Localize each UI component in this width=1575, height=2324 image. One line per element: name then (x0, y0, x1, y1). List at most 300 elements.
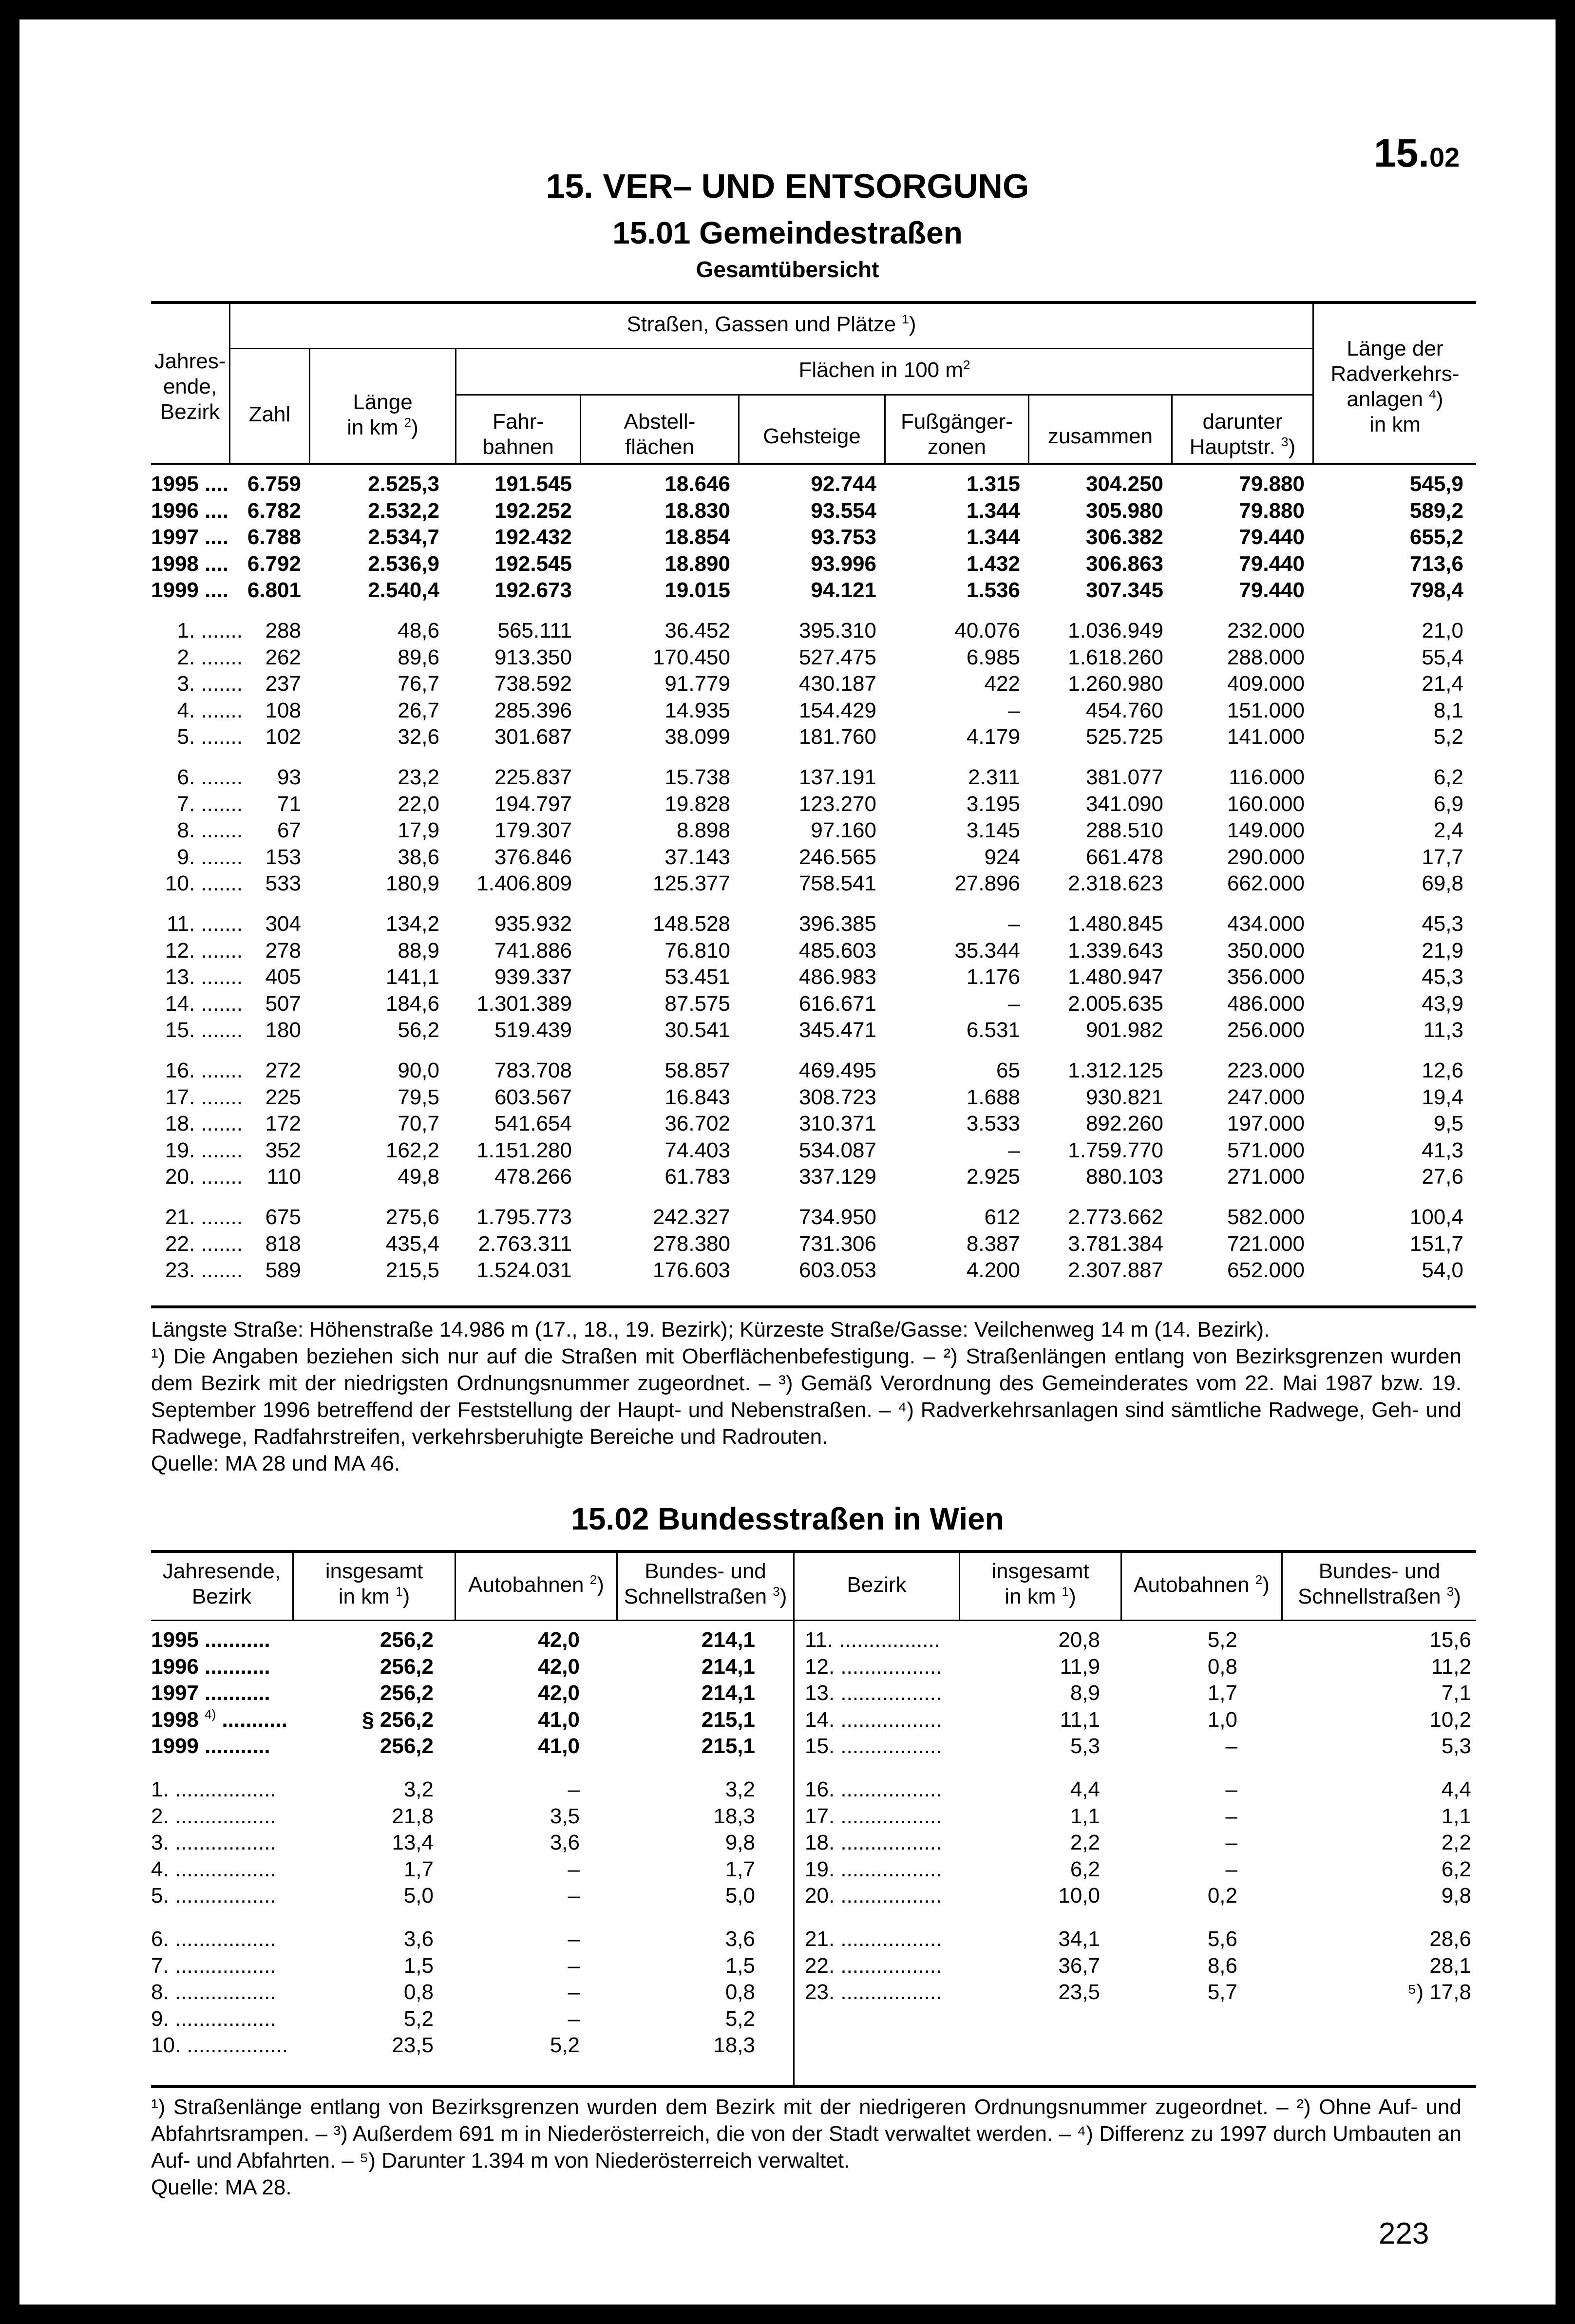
cell-abstellflaechen: 278.380 (652, 1231, 730, 1256)
cell-zahl: 304 (265, 912, 301, 936)
cell-gehsteige: 93.554 (811, 498, 876, 523)
cell-zahl: 153 (265, 845, 301, 869)
header-fussgaengerzonen: Fußgänger- zonen (901, 410, 1013, 459)
cell-gehsteige: 123.270 (798, 792, 876, 816)
row-label: 8. ....... (177, 818, 243, 843)
cell-radverkehr: 2,4 (1433, 818, 1463, 843)
cell-abstellflaechen: 8.898 (676, 818, 730, 843)
cell-fussgaengerzonen: – (1008, 912, 1020, 936)
row-label: 1998 $^{4)}$ ........... (151, 1706, 287, 1732)
district-row (19, 1883, 1556, 1909)
district-row (19, 1803, 1556, 1830)
cell-zahl: 533 (265, 871, 301, 896)
cell-darunter: 288.000 (1227, 645, 1305, 669)
cell-insgesamt: 36,7 (1058, 1953, 1100, 1978)
cell-laenge: 79,5 (398, 1085, 439, 1109)
row-label: 1995 ........... (151, 1628, 270, 1652)
cell-autobahnen: – (1225, 1831, 1237, 1855)
cell-darunter: 79.440 (1239, 578, 1305, 603)
cell-fussgaengerzonen: 65 (996, 1058, 1020, 1082)
cell-gehsteige: 310.371 (798, 1112, 876, 1136)
cell-gehsteige: 345.471 (798, 1018, 876, 1042)
cell-insgesamt: 4,4 (1070, 1777, 1100, 1801)
cell-autobahnen: – (568, 1953, 580, 1978)
cell-laenge: 2.532,2 (368, 498, 439, 523)
chapter-title: 15. VER– UND ENTSORGUNG (546, 167, 1029, 205)
cell-fussgaengerzonen: 6.985 (966, 645, 1020, 669)
cell-zusammen: 454.760 (1085, 698, 1163, 722)
cell-abstellflaechen: 14.935 (664, 698, 730, 722)
cell-fussgaengerzonen: 27.896 (954, 871, 1020, 896)
cell-radverkehr: 55,4 (1422, 645, 1463, 669)
cell-fahrbahnen: 192.252 (494, 498, 572, 523)
cell-autobahnen: – (568, 1857, 580, 1881)
cell-laenge: 89,6 (398, 645, 439, 669)
cell-fussgaengerzonen: 6.531 (966, 1018, 1020, 1042)
district-row (19, 1680, 1556, 1706)
district-row (19, 1204, 1556, 1230)
cell-gehsteige: 485.603 (798, 938, 876, 963)
cell-gehsteige: 154.429 (798, 698, 876, 722)
row-label: 12. ................. (805, 1654, 942, 1679)
cell-insgesamt: 2,2 (1070, 1831, 1100, 1855)
cell-bundes: 214,1 (701, 1681, 755, 1705)
cell-fahrbahnen: 1.301.389 (476, 991, 572, 1016)
district-row (19, 1830, 1556, 1856)
cell-darunter: 721.000 (1227, 1231, 1305, 1256)
cell-gehsteige: 337.129 (798, 1165, 876, 1189)
row-label: 13. ................. (805, 1681, 942, 1705)
cell-fahrbahnen: 783.708 (494, 1058, 572, 1082)
cell-fahrbahnen: 192.673 (494, 578, 572, 603)
row-label: 3. ................. (151, 1831, 276, 1855)
cell-fahrbahnen: 913.350 (494, 645, 572, 669)
cell-bundes: 18,3 (713, 1804, 755, 1828)
row-label: 19. ....... (165, 1138, 243, 1162)
cell-zahl: 278 (265, 938, 301, 963)
cell-gehsteige: 731.306 (798, 1231, 876, 1256)
cell-bundes: 214,1 (701, 1654, 755, 1679)
row-label: 8. ................. (151, 1980, 276, 2004)
cell-radverkehr: 100,4 (1409, 1205, 1463, 1229)
cell-zahl: 6.801 (247, 578, 301, 603)
cell-abstellflaechen: 16.843 (664, 1085, 730, 1109)
cell-abstellflaechen: 242.327 (652, 1205, 730, 1229)
cell-gehsteige: 97.160 (811, 818, 876, 843)
cell-laenge: 17,9 (398, 818, 439, 843)
cell-insgesamt: 256,2 (380, 1681, 434, 1705)
cell-insgesamt: 256,2 (380, 1734, 434, 1758)
cell-radverkehr: 21,4 (1422, 672, 1463, 696)
cell-laenge: 2.540,4 (368, 578, 439, 603)
cell-abstellflaechen: 125.377 (652, 871, 730, 896)
cell-laenge: 48,6 (398, 619, 439, 642)
row-label: 9. ....... (177, 845, 243, 869)
row-label: 11. ....... (167, 912, 243, 936)
cell-autobahnen: – (1225, 1734, 1237, 1758)
cell-zusammen: 1.339.643 (1068, 938, 1163, 963)
cell-zusammen: 2.318.623 (1068, 871, 1163, 896)
row-label: 1995 .... (151, 472, 229, 496)
cell-darunter: 149.000 (1227, 818, 1305, 843)
cell-radverkehr: 21,9 (1422, 938, 1463, 963)
cell-gehsteige: 92.744 (811, 472, 876, 496)
district-row (19, 1257, 1556, 1284)
cell-radverkehr: 45,3 (1422, 965, 1463, 989)
cell-bundes: 214,1 (701, 1628, 755, 1652)
cell-insgesamt: 10,0 (1058, 1884, 1100, 1908)
cell-zusammen: 930.821 (1085, 1085, 1163, 1109)
cell-fussgaengerzonen: 1.688 (966, 1085, 1020, 1109)
cell-laenge: 215,5 (385, 1258, 439, 1283)
cell-radverkehr: 6,9 (1433, 792, 1463, 816)
cell-fahrbahnen: 603.567 (494, 1085, 572, 1109)
district-row (19, 644, 1556, 671)
t2-header-insgesamt: insgesamt in km $^1$) (325, 1559, 423, 1608)
cell-zusammen: 341.090 (1085, 792, 1163, 816)
page (19, 19, 1556, 2305)
cell-zusammen: 2.005.635 (1068, 991, 1163, 1016)
cell-insgesamt: 3,6 (403, 1927, 434, 1951)
cell-laenge: 70,7 (398, 1112, 439, 1136)
cell-autobahnen: – (568, 1980, 580, 2004)
row-label: 1996 ........... (151, 1654, 270, 1679)
cell-zusammen: 288.510 (1085, 818, 1163, 843)
row-label: 10. ....... (165, 871, 243, 896)
cell-insgesamt: 5,3 (1070, 1734, 1100, 1758)
cell-gehsteige: 246.565 (798, 845, 876, 869)
row-label: 1. ....... (177, 619, 243, 642)
cell-autobahnen: – (1225, 1777, 1237, 1801)
row-label: 15. ................. (805, 1734, 942, 1758)
cell-darunter: 79.880 (1239, 472, 1305, 496)
cell-laenge: 76,7 (398, 672, 439, 696)
cell-laenge: 90,0 (398, 1058, 439, 1082)
cell-autobahnen: 41,0 (538, 1734, 580, 1758)
cell-bundes: 5,3 (1441, 1734, 1471, 1758)
cell-insgesamt: 1,5 (403, 1953, 434, 1978)
cell-abstellflaechen: 58.857 (664, 1058, 730, 1082)
cell-zahl: 288 (265, 619, 301, 642)
row-label: 22. ................. (805, 1953, 942, 1978)
cell-autobahnen: – (1225, 1857, 1237, 1881)
district-row (19, 1856, 1556, 1883)
cell-fussgaengerzonen: – (1008, 1138, 1020, 1162)
district-row (19, 764, 1556, 791)
year-row (19, 524, 1556, 550)
cell-zahl: 108 (265, 698, 301, 722)
cell-insgesamt: 23,5 (392, 2033, 434, 2058)
t2-header-autobahnen: Autobahnen $^2$) (468, 1572, 604, 1597)
district-row (19, 1137, 1556, 1164)
row-label: 5. ....... (177, 725, 243, 749)
cell-fahrbahnen: 192.432 (494, 525, 572, 549)
cell-darunter: 582.000 (1227, 1205, 1305, 1229)
cell-radverkehr: 798,4 (1409, 578, 1463, 603)
cell-gehsteige: 758.541 (798, 871, 876, 896)
district-row (19, 1017, 1556, 1043)
cell-radverkehr: 43,9 (1422, 991, 1463, 1016)
cell-insgesamt: 13,4 (392, 1831, 434, 1855)
cell-zusammen: 1.759.770 (1068, 1138, 1163, 1162)
row-label: 2. ....... (177, 645, 243, 669)
cell-zusammen: 2.307.887 (1068, 1258, 1163, 1283)
row-label: 6. ....... (177, 765, 243, 789)
cell-bundes: 18,3 (713, 2033, 755, 2058)
cell-bundes: ⁵) 17,8 (1407, 1980, 1471, 2004)
district-row (19, 1164, 1556, 1190)
cell-autobahnen: – (568, 1777, 580, 1801)
cell-bundes: 9,8 (1441, 1884, 1471, 1908)
cell-insgesamt: 3,2 (403, 1777, 434, 1801)
t2-header-bundes: Bundes- und Schnellstraßen $^3$) (624, 1559, 787, 1608)
cell-fussgaengerzonen: – (1008, 698, 1020, 722)
district-row (19, 1733, 1556, 1759)
cell-autobahnen: 42,0 (538, 1628, 580, 1652)
cell-abstellflaechen: 76.810 (664, 938, 730, 963)
district-row (19, 1707, 1556, 1733)
cell-gehsteige: 137.191 (798, 765, 876, 789)
cell-zahl: 6.788 (247, 525, 301, 549)
cell-insgesamt: § 256,2 (362, 1707, 434, 1732)
cell-gehsteige: 94.121 (811, 578, 876, 603)
cell-bundes: 28,6 (1429, 1927, 1471, 1951)
cell-zusammen: 1.618.260 (1068, 645, 1163, 669)
cell-laenge: 26,7 (398, 698, 439, 722)
cell-zusammen: 306.863 (1085, 551, 1163, 576)
cell-abstellflaechen: 18.646 (664, 472, 730, 496)
t2-note-footnotes: ¹) Straßenlänge entlang von Bezirksgrenzen wurden dem Bezirk mit der niedrigeren Ordnungsnummer zugeordnet. – ²) Ohne Auf- und Abfahrtsrampen. – ³) Außerdem 691 m in Niederösterreich, die von der Stadt verwaltet werden. – ⁴) Differenz zu 1997 durch Umbauten an Auf- und Abfahrten. – ⁵) Darunter 1.394 m von Niederösterreich verwaltet. (151, 2095, 1461, 2173)
cell-autobahnen: 41,0 (538, 1707, 580, 1732)
cell-zahl: 102 (265, 725, 301, 749)
cell-zusammen: 304.250 (1085, 472, 1163, 496)
t2-header-bezirk: Bezirk (847, 1573, 907, 1597)
cell-autobahnen: 0,8 (1207, 1654, 1237, 1679)
cell-darunter: 151.000 (1227, 698, 1305, 722)
cell-gehsteige: 469.495 (798, 1058, 876, 1082)
cell-darunter: 290.000 (1227, 845, 1305, 869)
cell-autobahnen: 3,6 (550, 1831, 580, 1855)
cell-bundes: 215,1 (701, 1707, 755, 1732)
row-label: 14. ................. (805, 1707, 942, 1732)
row-label: 3. ....... (177, 672, 243, 696)
section1-subtitle: Gesamtübersicht (696, 257, 879, 282)
cell-insgesamt: 5,2 (403, 2006, 434, 2031)
cell-laenge: 32,6 (398, 725, 439, 749)
cell-gehsteige: 486.983 (798, 965, 876, 989)
cell-fussgaengerzonen: 3.533 (966, 1112, 1020, 1136)
cell-zahl: 675 (265, 1205, 301, 1229)
cell-darunter: 247.000 (1227, 1085, 1305, 1109)
cell-radverkehr: 5,2 (1433, 725, 1463, 749)
cell-laenge: 141,1 (385, 965, 439, 989)
row-label: 12. ....... (165, 938, 243, 963)
cell-fussgaengerzonen: 924 (984, 845, 1020, 869)
cell-fussgaengerzonen: 2.311 (968, 765, 1020, 789)
cell-insgesamt: 5,0 (403, 1884, 434, 1908)
cell-zusammen: 1.260.980 (1068, 672, 1163, 696)
cell-fussgaengerzonen: 1.344 (966, 498, 1020, 523)
district-row (19, 2032, 1556, 2059)
cell-zahl: 6.782 (247, 498, 301, 523)
header-darunter: darunter Hauptstr. $^3$) (1189, 410, 1296, 459)
row-label-footnote: 4) (205, 1706, 216, 1721)
cell-darunter: 409.000 (1227, 672, 1305, 696)
cell-insgesamt: 8,9 (1070, 1681, 1100, 1705)
cell-radverkehr: 8,1 (1433, 698, 1463, 722)
cell-fahrbahnen: 376.846 (494, 845, 572, 869)
header-strassen-group: Straßen, Gassen und Plätze $^1$) (626, 312, 916, 336)
cell-darunter: 271.000 (1227, 1165, 1305, 1189)
header-fahrbahnen: Fahr- bahnen (482, 410, 554, 459)
cell-zahl: 237 (265, 672, 301, 696)
cell-bundes: 5,0 (725, 1884, 755, 1908)
cell-fussgaengerzonen: 3.145 (966, 818, 1020, 843)
cell-zusammen: 2.773.662 (1068, 1205, 1163, 1229)
cell-autobahnen: 5,2 (550, 2033, 580, 2058)
cell-radverkehr: 12,6 (1422, 1058, 1463, 1082)
cell-radverkehr: 589,2 (1409, 498, 1463, 523)
t2-header-bundes-right: Bundes- und Schnellstraßen $^3$) (1298, 1559, 1461, 1608)
district-row (19, 911, 1556, 937)
cell-zusammen: 661.478 (1085, 845, 1163, 869)
cell-fussgaengerzonen: 422 (984, 672, 1020, 696)
cell-fahrbahnen: 1.795.773 (476, 1205, 572, 1229)
row-label: 1997 ........... (151, 1681, 270, 1705)
cell-laenge: 23,2 (398, 765, 439, 789)
cell-bundes: 1,1 (1441, 1804, 1471, 1828)
cell-bundes: 4,4 (1441, 1777, 1471, 1801)
cell-zahl: 71 (277, 792, 301, 816)
cell-zusammen: 305.980 (1085, 498, 1163, 523)
cell-radverkehr: 69,8 (1422, 871, 1463, 896)
section1-title: 15.01 Gemeindestraßen (612, 215, 963, 250)
row-label: 7. ....... (177, 792, 243, 816)
cell-darunter: 652.000 (1227, 1258, 1305, 1283)
district-row (19, 791, 1556, 817)
year-row (19, 551, 1556, 577)
cell-radverkehr: 27,6 (1422, 1165, 1463, 1189)
cell-bundes: 2,2 (1441, 1831, 1471, 1855)
row-label: 13. ....... (165, 965, 243, 989)
district-row (19, 1979, 1556, 2005)
cell-fussgaengerzonen: 4.179 (966, 725, 1020, 749)
cell-darunter: 256.000 (1227, 1018, 1305, 1042)
cell-fussgaengerzonen: 1.432 (966, 551, 1020, 576)
cell-fahrbahnen: 1.524.031 (476, 1258, 572, 1283)
cell-bundes: 0,8 (725, 1980, 755, 2004)
cell-zusammen: 1.480.947 (1068, 965, 1163, 989)
cell-zusammen: 880.103 (1085, 1165, 1163, 1189)
district-row (19, 698, 1556, 724)
cell-insgesamt: 0,8 (403, 1980, 434, 2004)
cell-laenge: 134,2 (385, 912, 439, 936)
year-row (19, 498, 1556, 524)
cell-darunter: 116.000 (1229, 765, 1305, 789)
cell-zahl: 818 (265, 1231, 301, 1256)
cell-abstellflaechen: 18.854 (664, 525, 730, 549)
cell-darunter: 662.000 (1227, 871, 1305, 896)
cell-abstellflaechen: 170.450 (652, 645, 730, 669)
district-row (19, 991, 1556, 1017)
cell-autobahnen: – (1225, 1804, 1237, 1828)
cell-abstellflaechen: 18.890 (664, 551, 730, 576)
cell-gehsteige: 308.723 (798, 1085, 876, 1109)
cell-laenge: 184,6 (385, 991, 439, 1016)
header-zusammen: zusammen (1047, 424, 1153, 448)
cell-darunter: 79.440 (1239, 525, 1305, 549)
cell-gehsteige: 603.053 (798, 1258, 876, 1283)
row-label: 14. ....... (165, 991, 243, 1016)
header-gehsteige: Gehsteige (763, 424, 861, 448)
district-row (19, 964, 1556, 990)
page-number: 223 (1379, 2217, 1429, 2250)
cell-bundes: 11,2 (1431, 1654, 1471, 1679)
cell-gehsteige: 93.996 (811, 551, 876, 576)
cell-zahl: 405 (265, 965, 301, 989)
cell-bundes: 5,2 (725, 2006, 755, 2031)
cell-gehsteige: 395.310 (798, 619, 876, 642)
cell-autobahnen: 5,7 (1207, 1980, 1237, 2004)
row-label: 1999 .... (151, 578, 229, 603)
cell-gehsteige: 396.385 (798, 912, 876, 936)
cell-bundes: 15,6 (1429, 1628, 1471, 1652)
district-row (19, 938, 1556, 964)
district-row (19, 1111, 1556, 1137)
cell-fussgaengerzonen: 1.315 (966, 472, 1020, 496)
cell-abstellflaechen: 19.015 (664, 578, 730, 603)
district-row (19, 1776, 1556, 1803)
cell-fahrbahnen: 741.886 (494, 938, 572, 963)
cell-radverkehr: 11,3 (1423, 1018, 1463, 1042)
header-flaechen: Flächen in 100 $m^2$ (798, 358, 970, 382)
cell-zusammen: 307.345 (1085, 578, 1163, 603)
cell-bundes: 9,8 (725, 1831, 755, 1855)
cell-radverkehr: 151,7 (1409, 1231, 1463, 1256)
cell-bundes: 6,2 (1441, 1857, 1471, 1881)
page-marker: 15.02 (1374, 131, 1460, 175)
cell-laenge: 275,6 (385, 1205, 439, 1229)
row-label: 17. ....... (165, 1085, 243, 1109)
cell-abstellflaechen: 53.451 (664, 965, 730, 989)
cell-autobahnen: 8,6 (1207, 1953, 1237, 1978)
cell-zusammen: 381.077 (1085, 765, 1163, 789)
cell-gehsteige: 93.753 (811, 525, 876, 549)
cell-insgesamt: 256,2 (380, 1654, 434, 1679)
cell-fahrbahnen: 191.545 (494, 472, 572, 496)
row-label: 17. ................. (805, 1804, 942, 1828)
cell-darunter: 79.880 (1239, 498, 1305, 523)
cell-bundes: 215,1 (701, 1734, 755, 1758)
cell-fahrbahnen: 2.763.311 (478, 1231, 572, 1256)
cell-fahrbahnen: 225.837 (494, 765, 572, 789)
cell-fahrbahnen: 519.439 (494, 1018, 572, 1042)
cell-fussgaengerzonen: 35.344 (954, 938, 1020, 963)
cell-radverkehr: 713,6 (1409, 551, 1463, 576)
cell-bundes: 10,2 (1429, 1707, 1471, 1732)
t2-header-insgesamt-right: insgesamt in km $^1$) (991, 1559, 1089, 1608)
row-label: 10. ................. (151, 2033, 288, 2058)
cell-gehsteige: 734.950 (798, 1205, 876, 1229)
cell-fahrbahnen: 192.545 (494, 551, 572, 576)
cell-fahrbahnen: 301.687 (494, 725, 572, 749)
t2-note-source: Quelle: MA 28. (151, 2175, 292, 2199)
cell-zahl: 180 (265, 1018, 301, 1042)
cell-darunter: 223.000 (1227, 1058, 1305, 1082)
cell-zahl: 110 (266, 1165, 301, 1189)
cell-fahrbahnen: 194.797 (494, 792, 572, 816)
cell-radverkehr: 19,4 (1422, 1085, 1463, 1109)
